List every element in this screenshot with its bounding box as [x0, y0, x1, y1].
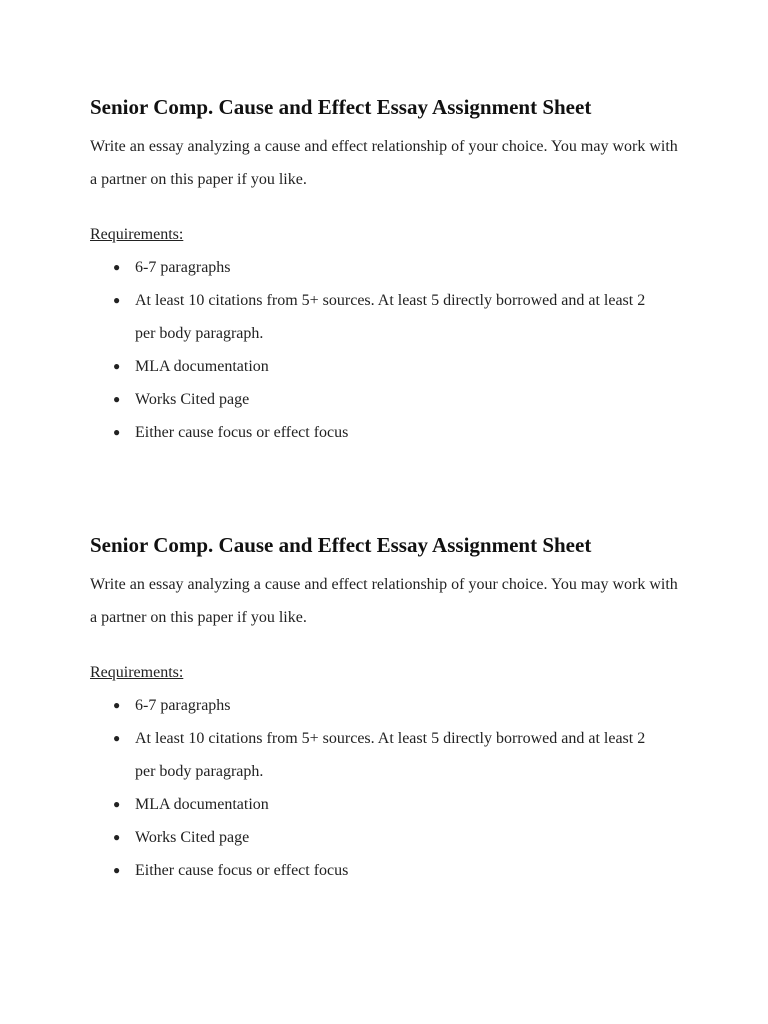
section-heading: Senior Comp. Cause and Effect Essay Assignment Sheet: [90, 533, 592, 557]
requirement-text: At least 10 citations from 5+ sources. At least 5 directly borrowed and at least 2 per body paragraph.: [135, 292, 646, 342]
requirements-label: Requirements:: [90, 226, 184, 243]
requirement-item: [90, 383, 665, 416]
requirement-text: At least 10 citations from 5+ sources. At least 5 directly borrowed and at least 2 per body paragraph.: [135, 730, 646, 780]
bullet-icon: ●: [113, 425, 121, 439]
assignment-section-2: [90, 530, 690, 887]
bullet-icon: ●: [113, 293, 121, 307]
requirements-label: Requirements:: [90, 664, 184, 681]
requirement-text: Either cause focus or effect focus: [135, 424, 349, 441]
requirement-item: [90, 689, 665, 722]
requirement-item: [90, 788, 665, 821]
bullet-icon: ●: [113, 830, 121, 844]
requirement-item: [90, 821, 665, 854]
requirement-text: MLA documentation: [135, 358, 269, 375]
requirements-list: [90, 251, 690, 449]
requirement-text: Works Cited page: [135, 391, 250, 408]
bullet-icon: ●: [113, 260, 121, 274]
requirements-list: [90, 689, 690, 887]
section-intro: Write an essay analyzing a cause and effect relationship of your choice. You may work with a partner on this paper if you like.: [90, 576, 678, 626]
bullet-icon: ●: [113, 797, 121, 811]
requirement-item: [90, 251, 665, 284]
bullet-icon: ●: [113, 392, 121, 406]
section-heading: Senior Comp. Cause and Effect Essay Assignment Sheet: [90, 95, 592, 119]
bullet-icon: ●: [113, 698, 121, 712]
requirement-item: [90, 854, 665, 887]
requirement-text: Either cause focus or effect focus: [135, 862, 349, 879]
requirement-item: [90, 350, 665, 383]
requirement-text: MLA documentation: [135, 796, 269, 813]
section-intro: Write an essay analyzing a cause and effect relationship of your choice. You may work with a partner on this paper if you like.: [90, 138, 678, 188]
requirement-text: 6-7 paragraphs: [135, 697, 231, 714]
bullet-icon: ●: [113, 731, 121, 745]
requirement-item: [90, 722, 665, 788]
requirement-text: Works Cited page: [135, 829, 250, 846]
bullet-icon: ●: [113, 359, 121, 373]
assignment-section-1: [90, 92, 690, 449]
requirement-item: [90, 284, 665, 350]
requirement-text: 6-7 paragraphs: [135, 259, 231, 276]
requirement-item: [90, 416, 665, 449]
bullet-icon: ●: [113, 863, 121, 877]
